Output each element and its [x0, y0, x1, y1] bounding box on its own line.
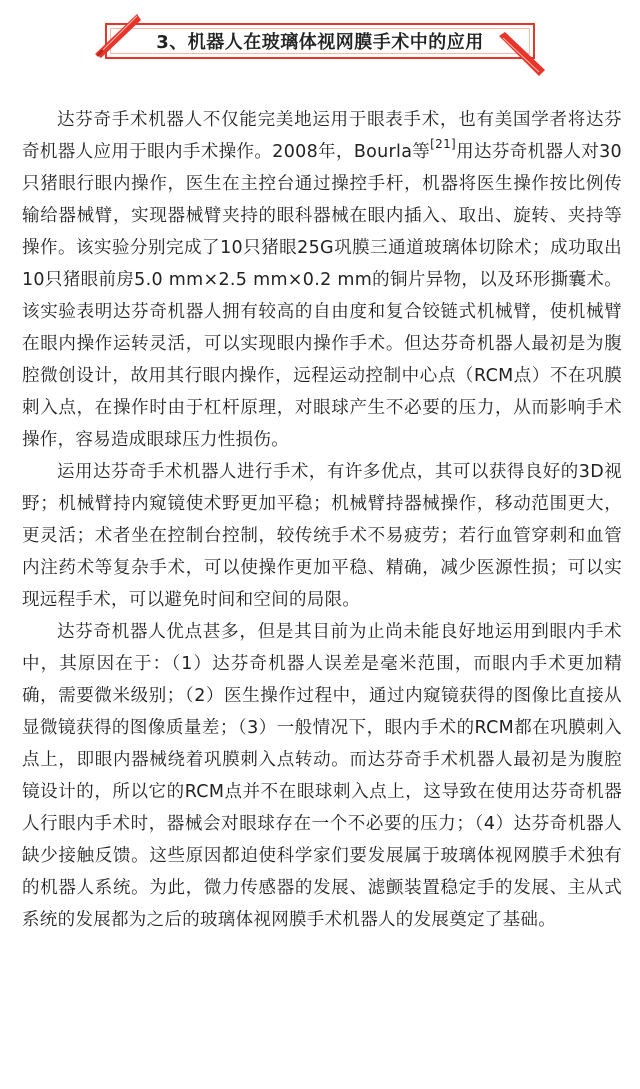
- ribbon-left-icon: [93, 10, 143, 58]
- section-title: 3、机器人在玻璃体视网膜手术中的应用: [156, 32, 484, 53]
- article-body: [22, 104, 622, 936]
- paragraph-1-text-after: 用达芬奇机器人对30只猪眼行眼内操作，医生在主控台通过操控手杆，机器将医生操作按比例传输给器械臂，实现器械臂夹持的眼科器械在眼内插入、取出、旋转、夹持等操作。该实验分别完成了10只猪眼25G巩膜三通道玻璃体切除术；成功取出10只猪眼前房5.0 mm×2.5 mm×0.2 mm的铜片异物，以及环形撕囊术。该实验表明达芬奇机器人拥有较高的自由度和复合铰链式机械臂，使机械臂在眼内操作运转灵活，可以实现眼内操作手术。但达芬奇机器人最初是为腹腔微创设计，故用其行眼内操作，远程运动控制中心点（RCM点）不在巩膜刺入点，在操作时由于杠杆原理，对眼球产生不必要的压力，从而影响手术操作，容易造成眼球压力性损伤。: [22, 142, 622, 450]
- ribbon-right-icon: [497, 32, 547, 80]
- title-frame: [105, 23, 535, 59]
- paragraph-3: 达芬奇机器人优点甚多，但是其目前为止尚未能良好地运用到眼内手术中，其原因在于：（1）达芬奇机器人误差是毫米范围，而眼内手术更加精确，需要微米级别；（2）医生操作过程中，通过内窥镜获得的图像比直接从显微镜获得的图像质量差；（3）一般情况下，眼内手术的RCM都在巩膜刺入点上，即眼内器械绕着巩膜刺入点转动。而达芬奇手术机器人最初是为腹腔镜设计的，所以它的RCM点并不在眼球刺入点上，这导致在使用达芬奇机器人行眼内手术时，器械会对眼球存在一个不必要的压力；（4）达芬奇机器人缺少接触反馈。这些原因都迫使科学家们要发展属于玻璃体视网膜手术独有的机器人系统。为此，微力传感器的发展、滤颤装置稳定手的发展、主从式系统的发展都为之后的玻璃体视网膜手术机器人的发展奠定了基础。: [22, 622, 622, 930]
- section-title-banner: [97, 18, 543, 64]
- paragraph-1: [22, 104, 622, 456]
- paragraph-1-text-before: 达芬奇手术机器人不仅能完美地运用于眼表手术，也有美国学者将达芬奇机器人应用于眼内手术操作。2008年，Bourla等: [22, 110, 622, 162]
- paragraph-2: 运用达芬奇手术机器人进行手术，有许多优点，其可以获得良好的3D视野；机械臂持内窥镜使术野更加平稳；机械臂持器械操作，移动范围更大，更灵活；术者坐在控制台控制，较传统手术不易疲劳；若行血管穿刺和血管内注药术等复杂手术，可以使操作更加平稳、精确，减少医源性损；可以实现远程手术，可以避免时间和空间的局限。: [22, 462, 622, 610]
- citation-21: [21]: [430, 137, 457, 152]
